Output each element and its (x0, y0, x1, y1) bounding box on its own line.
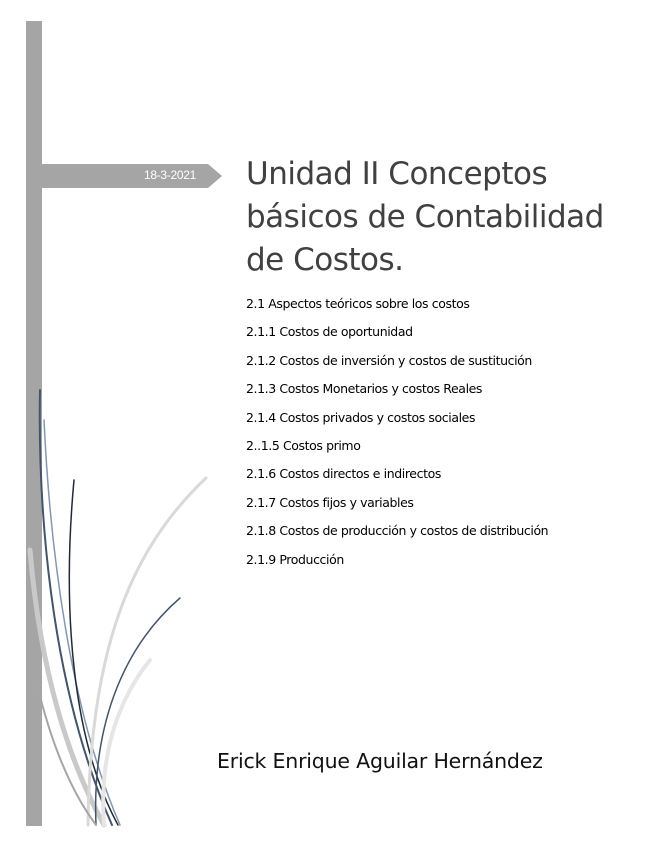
document-title: Unidad II Conceptos básicos de Contabilidad de Costos. (246, 156, 604, 278)
toc-item: 2.1.9 Producción (246, 551, 344, 567)
toc-item: 2.1.7 Costos fijos y variables (246, 494, 414, 510)
cover-date: 18-3-2021 (143, 168, 196, 182)
toc-item: 2.1.8 Costos de producción y costos de distribución (246, 523, 549, 539)
date-banner (42, 164, 208, 188)
toc-item: 2.1.4 Costos privados y costos sociales (246, 409, 476, 425)
toc-item: 2.1 Aspectos teóricos sobre los costos (246, 296, 470, 311)
toc-item: 2.1.1 Costos de oportunidad (246, 324, 413, 340)
author-name: Erick Enrique Aguilar Hernández (217, 749, 543, 773)
swoosh-line (96, 598, 180, 825)
toc-item: 2.1.2 Costos de inversión y costos de sustitución (246, 352, 532, 368)
toc-item: 2.1.6 Costos directos e indirectos (246, 466, 441, 482)
toc-item: 2.1.3 Costos Monetarios y costos Reales (246, 381, 483, 397)
toc-item: 2..1.5 Costos primo (246, 437, 361, 453)
decorative-swoosh-graphic (0, 380, 220, 830)
table-of-contents (246, 296, 641, 580)
